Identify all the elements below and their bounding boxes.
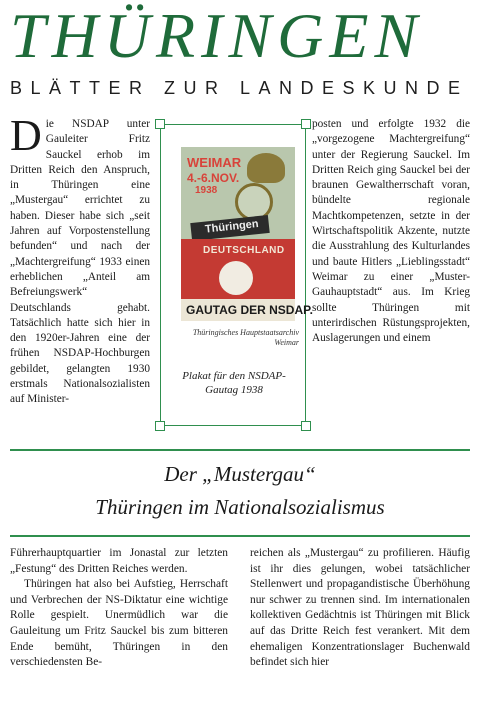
image-credit: Thüringisches Hauptstaatsarchiv Weimar	[192, 328, 299, 347]
article-text-right: posten und erfolgte 1932 die „vorgezogene Machtergreifung“ unter der Regierung Sauckel. Im Dritten Reich ging Sauckel bei der braunen Gewaltherrschaft voran, bündelte regionale Machtkompetenzen, setzte in der Wirtschaftspolitik Akzente, nutzte die Ausstrahlung des Kulturlandes und baute Hitlers „Lieblingsstadt“ Weimar zu einer „Muster-Gauhauptstadt“ aus. Im Krieg sollte Thüringen mit unterirdischen Rüstungsprojekten, Auslagerungen und einem	[312, 118, 470, 345]
poster-banner	[190, 215, 269, 241]
section-headline	[10, 458, 470, 524]
poster-date: 4.-6.NOV.	[187, 171, 240, 185]
poster-flag-text: DEUTSCHLAND	[203, 245, 285, 256]
poster-flag	[181, 239, 295, 299]
poster-year: 1938	[195, 185, 218, 196]
body-column-right	[250, 546, 470, 716]
flag-emblem-icon	[219, 261, 253, 295]
eagle-emblem-icon	[247, 153, 285, 183]
poster-footer-text: GAUTAG DER NSDAP.	[186, 303, 313, 317]
body-column-left	[10, 546, 228, 716]
masthead-title: THÜRINGEN	[10, 0, 424, 71]
body-paragraph: Thüringen hat also bei Aufstieg, Herrschaft und Verbrechen der NS-Diktatur eine wichtige Rolle gespielt. Unermüdlich war die Gauleitung um Fritz Sauckel bis zum bitteren Ende bemüht, Thüringen in den verschiedensten Be-	[10, 578, 228, 669]
drop-cap: D	[10, 111, 42, 160]
divider-top	[10, 449, 470, 451]
article-column-right	[312, 117, 470, 433]
headline-line-1: Der „Mustergau“	[164, 462, 316, 486]
body-paragraph: reichen als „Mustergau“ zu profilieren. Häufig ist ihr dies gelungen, wobei tatsächlicher Stellenwert und propagandistische Überhöhung nur schwer zu trennen sind. Im internationalen kollektiven Gedächtnis ist Thüringen mit Blick auf das Dritte Reich fest verankert. Mit dem ehemaligen Konzentrationslager Buchenwald befindet sich hier	[250, 547, 470, 669]
poster-figure	[160, 124, 313, 426]
corner-marker	[155, 119, 165, 129]
headline-line-2: Thüringen im Nationalsozialismus	[95, 495, 385, 519]
poster-image	[181, 147, 313, 321]
article-text-left: ie NSDAP unter Gauleiter Fritz Sauckel erhob im Dritten Reich den Anspruch, in Thüringen eine „Mustergau“ errichtet zu haben. Dieser habe sich „seit Jahren auf Vorpostenstellung befunden“ und nach der „Machtergreifung“ 1933 einen erheblichen „Anteil am Befreiungswerk“ Deutschlands gehabt. Tatsächlich hatte sich hier in den 1920er-Jahren eine der frühen NSDAP-Hochburgen gebildet, gelangten 1930 erstmals Nationalsozialisten auf Minister-	[10, 118, 150, 406]
poster-footer	[181, 299, 313, 321]
divider-bottom	[10, 535, 470, 537]
corner-marker	[155, 421, 165, 431]
corner-marker	[301, 119, 311, 129]
corner-marker	[301, 421, 311, 431]
body-paragraph: Führerhauptquartier im Jonastal zur letzten „Festung“ des Dritten Reiches werden.	[10, 547, 228, 575]
masthead-subtitle: BLÄTTER ZUR LANDESKUNDE	[10, 78, 469, 98]
article-column-left	[10, 111, 150, 433]
figure-caption: Plakat für den NSDAP-Gautag 1938	[182, 370, 286, 396]
poster-city: WEIMAR	[187, 155, 242, 170]
poster-banner-text: Thüringen	[204, 218, 260, 236]
